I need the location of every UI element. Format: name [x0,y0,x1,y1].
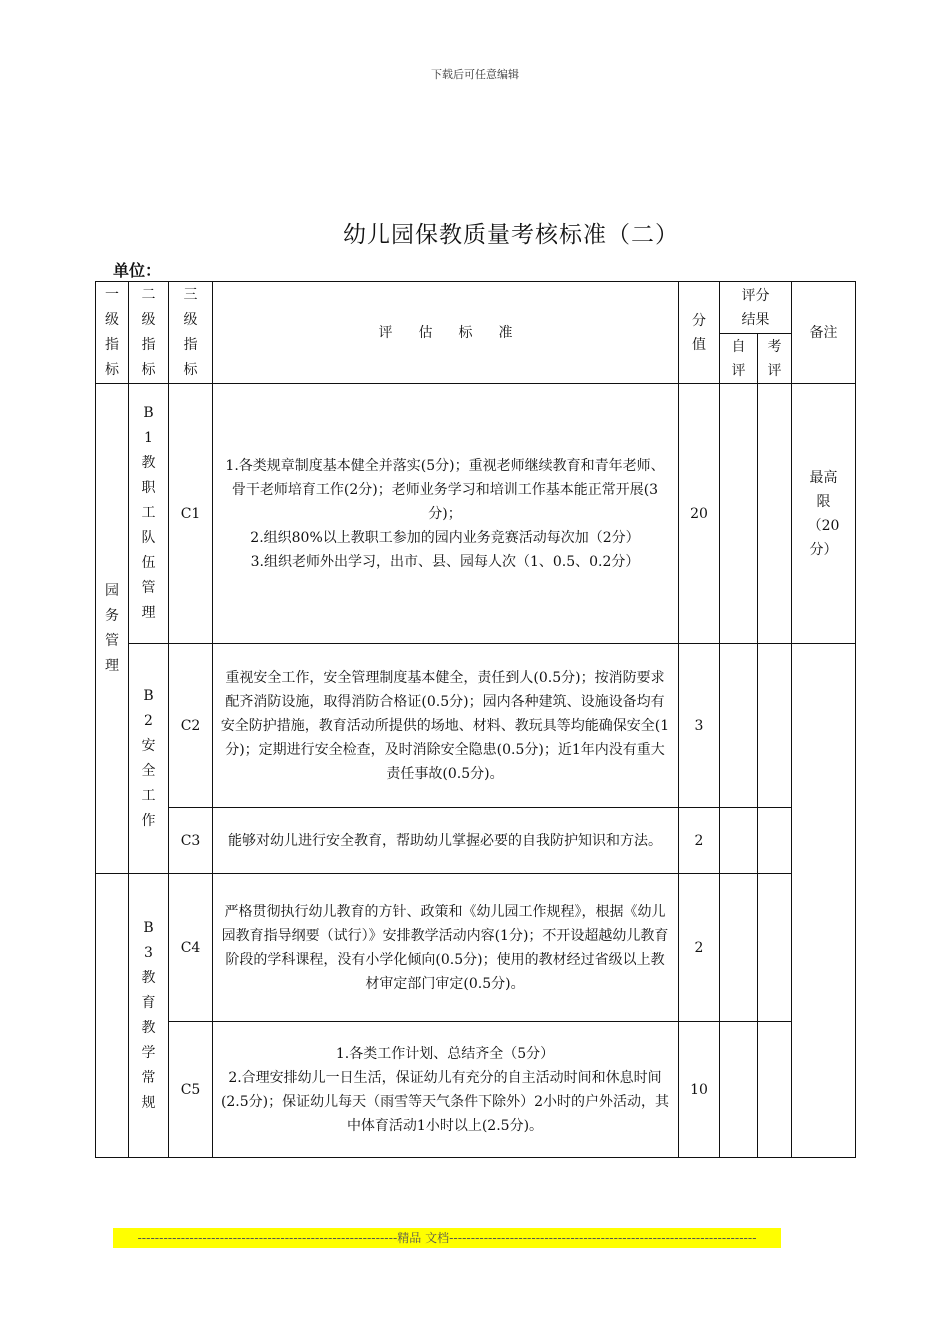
assess-cell [758,384,792,644]
level1-cell: 园务管理 [96,384,129,874]
level1-cell [96,874,129,1158]
remark-cell [792,644,856,1158]
assess-cell [758,874,792,1022]
self-cell [720,384,758,644]
header-note: 下载后可任意编辑 [431,68,519,81]
document-title: 幼儿园保教质量考核标准（二） [343,222,679,248]
assessment-table [95,281,856,1158]
assess-cell [758,1022,792,1158]
code-cell: C2 [169,644,213,808]
score-cell: 10 [679,1022,720,1158]
header-level1: 一级指标 [96,282,129,384]
header-remark: 备注 [792,282,856,384]
score-cell: 2 [679,808,720,874]
self-cell [720,1022,758,1158]
criteria-cell: 1.各类规章制度基本健全并落实(5分)；重视老师继续教育和青年老师、骨干老师培育工作(2分)；老师业务学习和培训工作基本能正常开展(3分)； 2.组织80%以上教职工参加的园内业务竞赛活动每次加（2分） 3.组织老师外出学习，出市、县、园每人次（1、0.5、0.2分） [213,384,679,644]
header-level3: 三级指标 [169,282,213,384]
criteria-cell: 严格贯彻执行幼儿教育的方针、政策和《幼儿园工作规程》，根据《幼儿园教育指导纲要（试行）》安排教学活动内容(1分)；不开设超越幼儿教育阶段的学科课程，没有小学化倾向(0.5分)；使用的教材经过省级以上教材审定部门审定(0.5分)。 [213,874,679,1022]
score-cell: 20 [679,384,720,644]
remark-cell: 最高限（20分） [792,384,856,644]
table-row [96,874,856,1022]
table-row [96,1022,856,1158]
criteria-cell: 能够对幼儿进行安全教育，帮助幼儿掌握必要的自我防护知识和方法。 [213,808,679,874]
header-criteria: 评估标准 [213,282,679,384]
header-result: 评分结果 [720,282,792,334]
criteria-cell: 重视安全工作，安全管理制度基本健全，责任到人(0.5分)；按消防要求配齐消防设施，取得消防合格证(0.5分)；园内各种建筑、设施设备均有安全防护措施，教育活动所提供的场地、材料、教玩具等均能确保安全(1分)；定期进行安全检查，及时消除安全隐患(0.5分)；近1年内没有重大责任事故(0.5分)。 [213,644,679,808]
header-level2: 二级指标 [129,282,169,384]
criteria-cell: 1.各类工作计划、总结齐全（5分） 2.合理安排幼儿一日生活，保证幼儿有充分的自主活动时间和休息时间(2.5分)；保证幼儿每天（雨雪等天气条件下除外）2小时的户外活动，其中体育活动1小时以上(2.5分)。 [213,1022,679,1158]
code-cell: C4 [169,874,213,1022]
table-row [96,384,856,644]
footer-watermark-bar: ------------------------------------------------------------精品 文档----------------------------------------------------------------------- [113,1228,781,1248]
header-score: 分值 [679,282,720,384]
header-self: 自评 [720,334,758,384]
code-cell: C5 [169,1022,213,1158]
table-row [96,808,856,874]
level2-cell: B3教育教学常规 [129,874,169,1158]
header-assess: 考评 [758,334,792,384]
assess-cell [758,808,792,874]
self-cell [720,874,758,1022]
self-cell [720,808,758,874]
table-row [96,644,856,808]
code-cell: C3 [169,808,213,874]
assess-cell [758,644,792,808]
self-cell [720,644,758,808]
level2-cell: B2安全工作 [129,644,169,874]
level2-cell: B1教职工队伍管理 [129,384,169,644]
score-cell: 3 [679,644,720,808]
score-cell: 2 [679,874,720,1022]
unit-label: 单位： [113,261,162,280]
code-cell: C1 [169,384,213,644]
